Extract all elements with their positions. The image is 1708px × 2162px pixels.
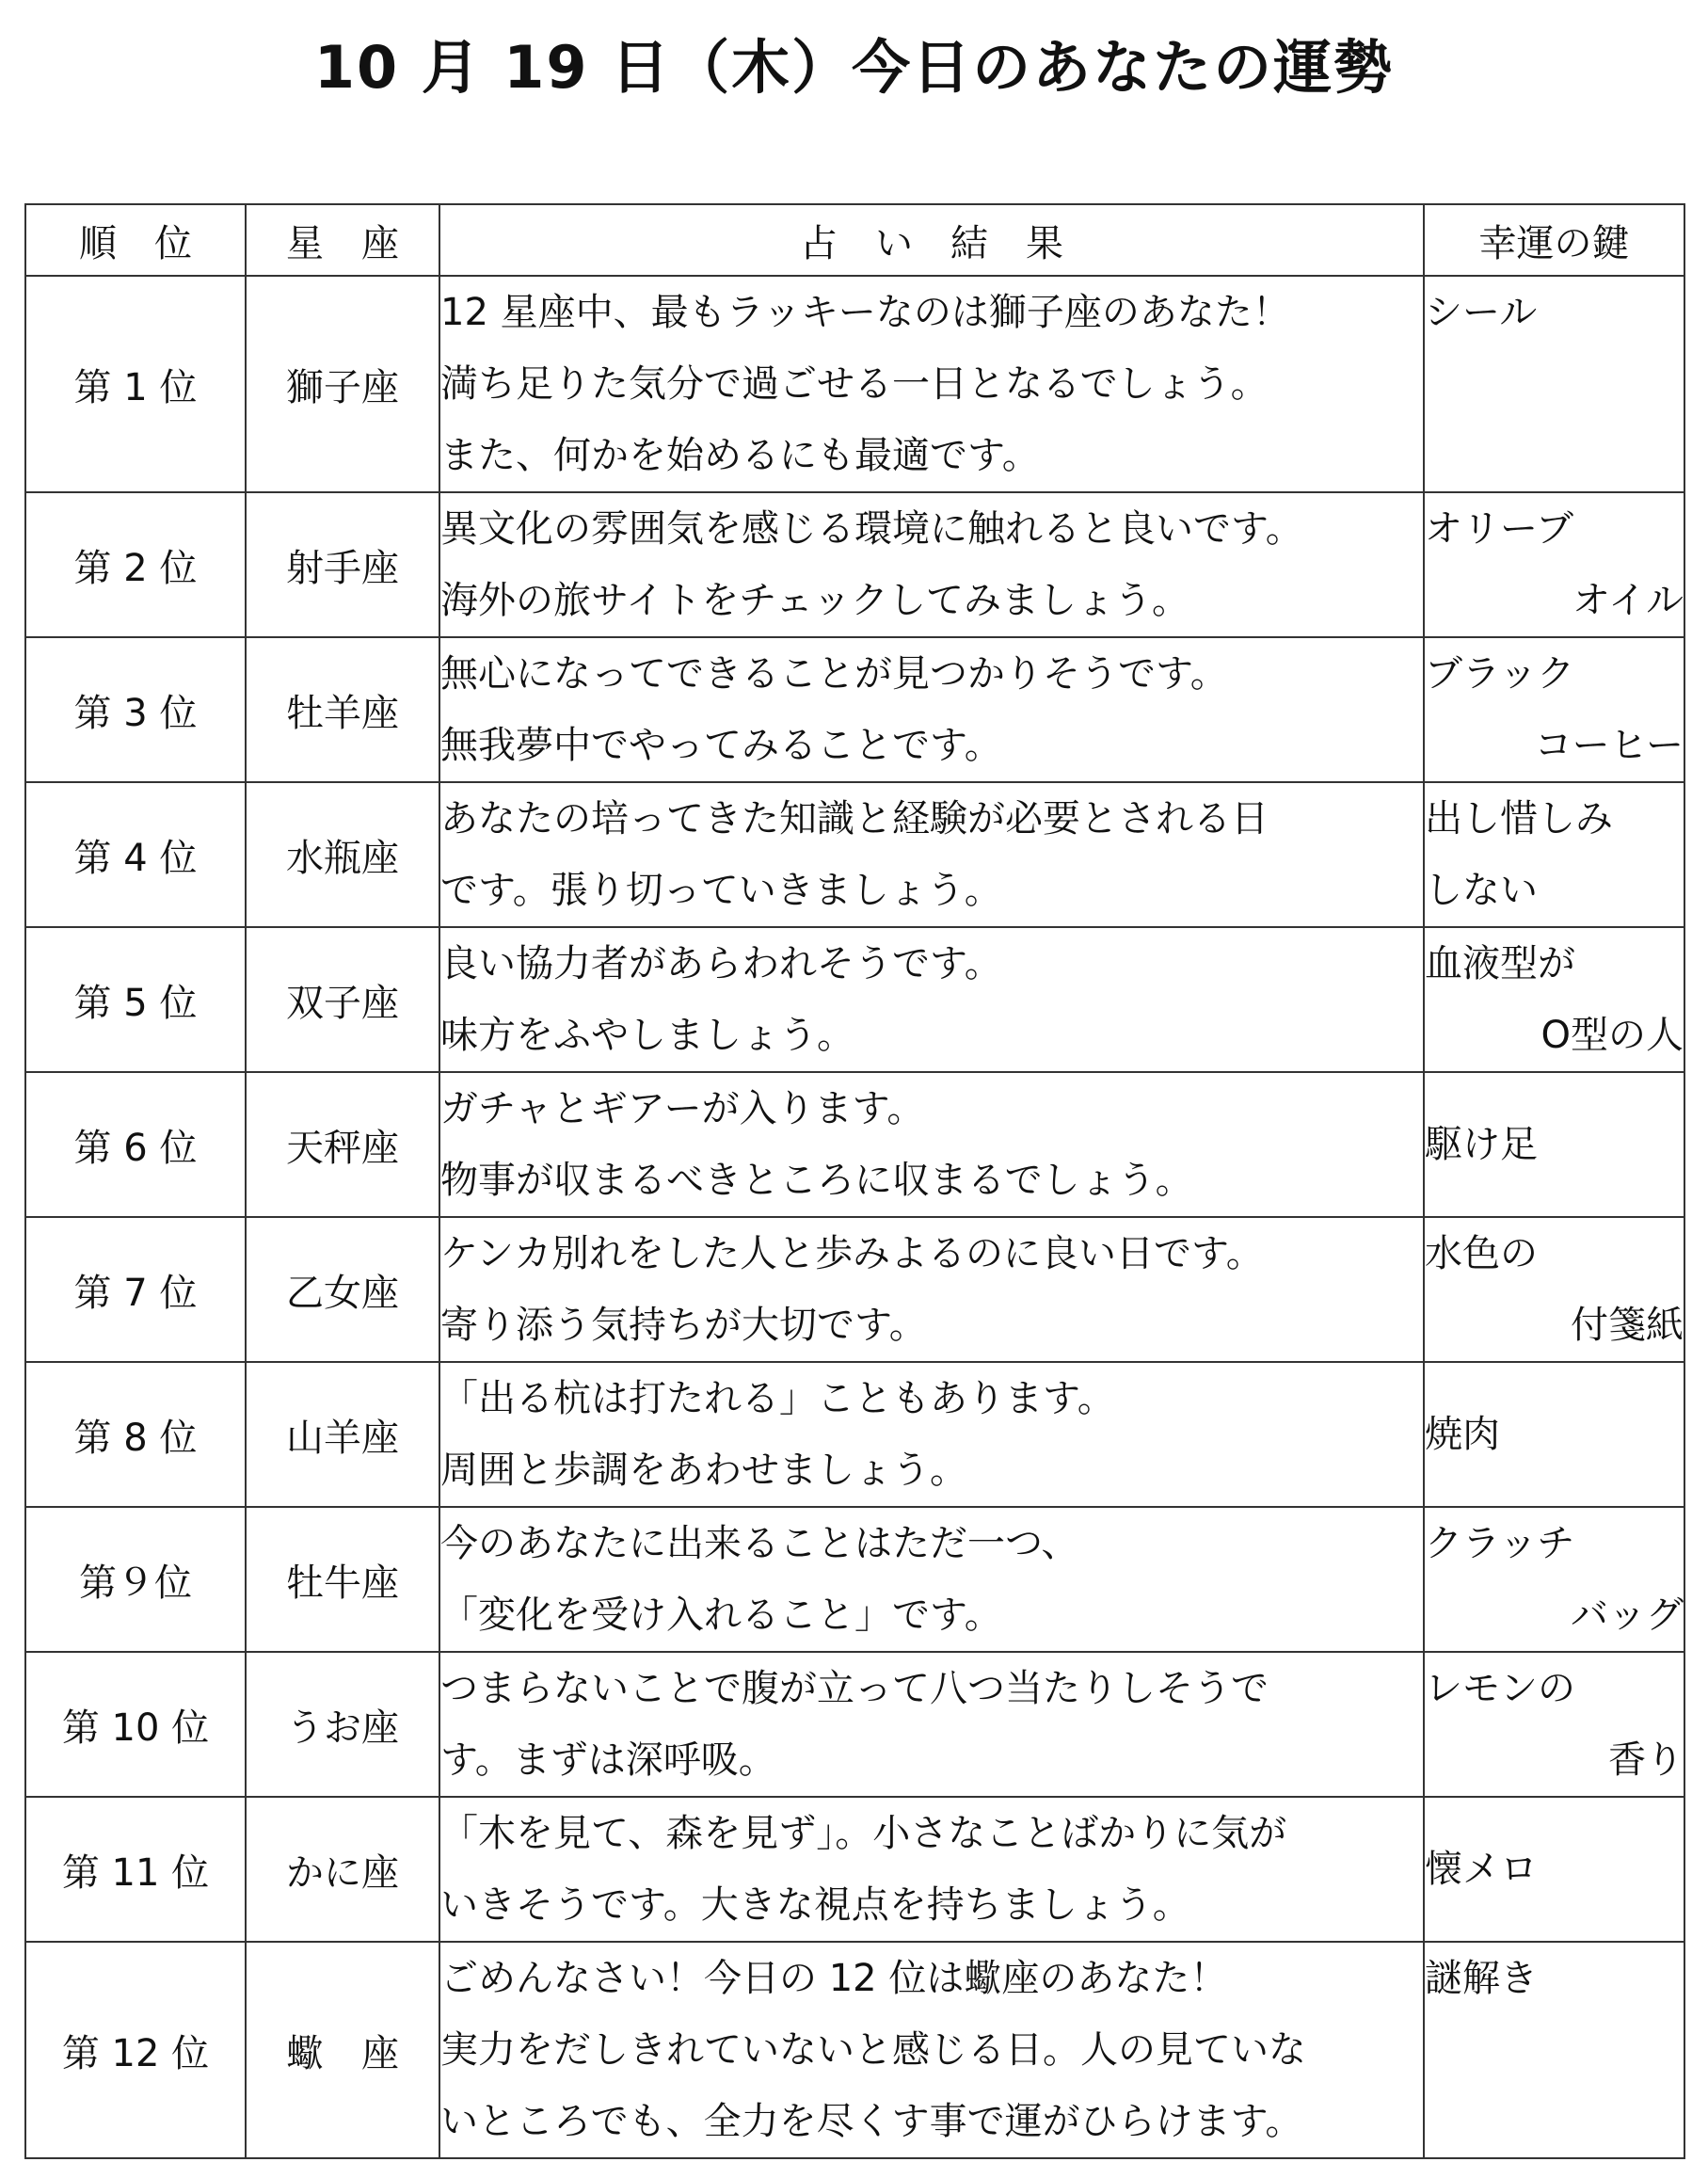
fortune-result-line: 「出る杭は打たれる」こともあります。 — [440, 1377, 1115, 1420]
fortune-result-cell — [439, 1217, 1424, 1362]
lucky-key-line: しない — [1425, 869, 1538, 912]
fortune-result-cell — [439, 1652, 1424, 1797]
zodiac-sign-cell: 獅子座 — [246, 276, 439, 492]
fortune-result-line: 海外の旅サイトをチェックしてみましょう。 — [440, 579, 1189, 622]
fortune-result-line: 無我夢中でやってみることです。 — [440, 724, 1002, 767]
rank-cell: 第 3 位 — [25, 637, 246, 782]
table-row — [25, 782, 1684, 927]
lucky-key-cell — [1424, 782, 1684, 927]
zodiac-sign-cell: 山羊座 — [246, 1362, 439, 1507]
lucky-key-line: シール — [1425, 291, 1538, 334]
table-row — [25, 1362, 1684, 1507]
rank-cell: 第 10 位 — [25, 1652, 246, 1797]
zodiac-sign-cell: かに座 — [246, 1797, 439, 1942]
fortune-result-line: ごめんなさい！今日の 12 位は蠍座のあなた！ — [440, 1957, 1228, 2000]
rank-cell: 第 12 位 — [25, 1942, 246, 2158]
lucky-key-cell — [1424, 1652, 1684, 1797]
zodiac-sign-cell: 牡羊座 — [246, 637, 439, 782]
lucky-key-line: バッグ — [1571, 1593, 1684, 1637]
table-row — [25, 1652, 1684, 1797]
fortune-result-line: 今のあなたに出来ることはただ一つ、 — [440, 1522, 1079, 1565]
fortune-result-line: す。まずは深呼吸。 — [440, 1738, 776, 1782]
fortune-result-line: いところでも、全力を尽くす事で運がひらけます。 — [440, 2100, 1303, 2143]
lucky-key-line: オリーブ — [1425, 507, 1573, 551]
table-row — [25, 637, 1684, 782]
fortune-result-line: 異文化の雰囲気を感じる環境に触れると良いです。 — [440, 507, 1303, 551]
fortune-result-cell — [439, 1072, 1424, 1217]
lucky-key-cell — [1424, 1362, 1684, 1507]
fortune-result-line: 周囲と歩調をあわせましょう。 — [440, 1449, 967, 1492]
table-row — [25, 276, 1684, 492]
zodiac-sign-cell: 牡牛座 — [246, 1507, 439, 1652]
fortune-result-line: つまらないことで腹が立って八つ当たりしそうで — [440, 1667, 1269, 1710]
lucky-key-line: クラッチ — [1425, 1522, 1575, 1565]
fortune-result-line: また、何かを始めるにも最適です。 — [440, 434, 1040, 477]
fortune-result-line: 寄り添う気持ちが大切です。 — [440, 1304, 927, 1347]
header-rank: 順 位 — [25, 204, 246, 276]
fortune-result-cell — [439, 1797, 1424, 1942]
fortune-result-line: 実力をだしきれていないと感じる日。人の見ていな — [440, 2028, 1306, 2072]
fortune-result-line: ケンカ別れをした人と歩みよるのに良い日です。 — [440, 1232, 1264, 1275]
rank-cell: 第 4 位 — [25, 782, 246, 927]
lucky-key-line: 謎解き — [1425, 1957, 1538, 2000]
fortune-result-cell — [439, 782, 1424, 927]
lucky-key-cell — [1424, 1217, 1684, 1362]
lucky-key-cell — [1424, 927, 1684, 1072]
fortune-result-cell — [439, 1362, 1424, 1507]
fortune-result-line: あなたの培ってきた知識と経験が必要とされる日 — [440, 797, 1269, 841]
fortune-result-cell — [439, 276, 1424, 492]
fortune-result-line: 味方をふやしましょう。 — [440, 1014, 854, 1057]
fortune-result-line: 「木を見て、森を見ず」。小さなことばかりに気が — [440, 1812, 1287, 1855]
fortune-table — [24, 203, 1685, 2159]
lucky-key-cell — [1424, 637, 1684, 782]
rank-cell: 第 6 位 — [25, 1072, 246, 1217]
fortune-result-cell — [439, 1942, 1424, 2158]
lucky-key-line: オイル — [1572, 579, 1684, 622]
page-title: 10 月 19 日（木）今日のあなたの運勢 — [313, 33, 1395, 102]
fortune-result-cell — [439, 927, 1424, 1072]
lucky-key-line: 血液型が — [1425, 942, 1575, 985]
zodiac-sign-cell: 双子座 — [246, 927, 439, 1072]
table-row — [25, 1507, 1684, 1652]
rank-cell: 第９位 — [25, 1507, 246, 1652]
rank-cell: 第 1 位 — [25, 276, 246, 492]
zodiac-sign-cell: 射手座 — [246, 492, 439, 637]
header-sign: 星 座 — [246, 204, 439, 276]
lucky-key-line: コーヒー — [1534, 724, 1684, 767]
fortune-result-line: 無心になってできることが見つかりそうです。 — [440, 652, 1228, 696]
lucky-key-cell — [1424, 492, 1684, 637]
table-row — [25, 1797, 1684, 1942]
fortune-result-cell — [439, 492, 1424, 637]
lucky-key-line: 出し惜しみ — [1425, 797, 1613, 841]
header-key: 幸運の鍵 — [1424, 204, 1684, 276]
fortune-result-line: です。張り切っていきましょう。 — [440, 869, 1002, 912]
fortune-result-line: 「変化を受け入れること」です。 — [440, 1593, 1002, 1637]
fortune-result-cell — [439, 1507, 1424, 1652]
zodiac-sign-cell: 乙女座 — [246, 1217, 439, 1362]
fortune-result-cell — [439, 637, 1424, 782]
lucky-key-cell — [1424, 276, 1684, 492]
zodiac-sign-cell: 蠍 座 — [246, 1942, 439, 2158]
rank-cell: 第 11 位 — [25, 1797, 246, 1942]
lucky-key-line: 香り — [1608, 1738, 1684, 1782]
table-row — [25, 927, 1684, 1072]
zodiac-sign-cell: うお座 — [246, 1652, 439, 1797]
table-row — [25, 492, 1684, 637]
header-row — [25, 204, 1684, 276]
lucky-key-cell — [1424, 1072, 1684, 1217]
table-row — [25, 1217, 1684, 1362]
fortune-result-line: 物事が収まるべきところに収まるでしょう。 — [440, 1159, 1193, 1202]
lucky-key-line: 焼肉 — [1425, 1413, 1500, 1456]
fortune-result-line: いきそうです。大きな視点を持ちましょう。 — [440, 1883, 1190, 1927]
lucky-key-line: O型の人 — [1540, 1014, 1684, 1057]
lucky-key-cell — [1424, 1797, 1684, 1942]
lucky-key-line: 駆け足 — [1425, 1123, 1538, 1166]
rank-cell: 第 8 位 — [25, 1362, 246, 1507]
table-row — [25, 1072, 1684, 1217]
fortune-result-line: 良い協力者があらわれそうです。 — [440, 942, 1002, 985]
fortune-result-line: 12 星座中、最もラッキーなのは獅子座のあなた！ — [440, 291, 1290, 334]
lucky-key-cell — [1424, 1942, 1684, 2158]
lucky-key-line: レモンの — [1425, 1667, 1575, 1710]
rank-cell: 第 2 位 — [25, 492, 246, 637]
rank-cell: 第 5 位 — [25, 927, 246, 1072]
lucky-key-cell — [1424, 1507, 1684, 1652]
lucky-key-line: 付箋紙 — [1571, 1304, 1684, 1347]
zodiac-sign-cell: 水瓶座 — [246, 782, 439, 927]
header-result: 占 い 結 果 — [439, 204, 1424, 276]
lucky-key-line: 懐メロ — [1425, 1848, 1538, 1891]
fortune-result-line: ガチャとギアーが入ります。 — [440, 1087, 925, 1130]
rank-cell: 第 7 位 — [25, 1217, 246, 1362]
lucky-key-line: ブラック — [1425, 652, 1575, 696]
fortune-result-line: 満ち足りた気分で過ごせる一日となるでしょう。 — [440, 362, 1269, 406]
table-row — [25, 1942, 1684, 2158]
lucky-key-line: 水色の — [1425, 1232, 1538, 1275]
zodiac-sign-cell: 天秤座 — [246, 1072, 439, 1217]
